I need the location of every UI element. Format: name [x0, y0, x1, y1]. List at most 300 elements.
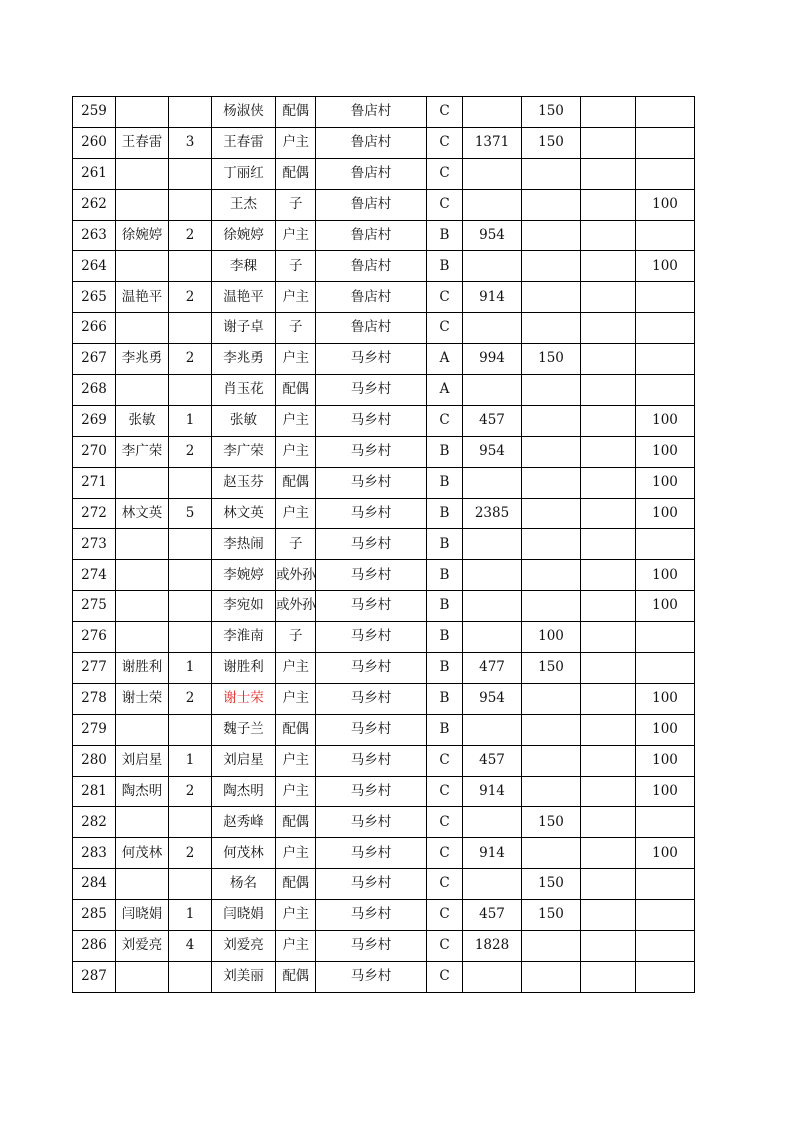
amount1-cell: [463, 591, 522, 622]
row-number-cell: 259: [73, 97, 116, 128]
amount1-cell: 2385: [463, 498, 522, 529]
member-name-cell: 李稞: [212, 251, 276, 282]
amount2-cell: [522, 560, 581, 591]
amount3-cell: [581, 529, 636, 560]
amount4-cell: 100: [636, 591, 695, 622]
level-cell: A: [427, 344, 463, 375]
amount4-cell: 100: [636, 683, 695, 714]
amount1-cell: [463, 313, 522, 344]
household-head-cell: 刘启星: [116, 745, 169, 776]
level-cell: C: [427, 127, 463, 158]
amount1-cell: 457: [463, 405, 522, 436]
member-name-cell: 徐婉婷: [212, 220, 276, 251]
table-row: [73, 807, 695, 838]
amount2-cell: 100: [522, 622, 581, 653]
amount3-cell: [581, 900, 636, 931]
relation-cell: 户主: [276, 745, 316, 776]
amount2-cell: 150: [522, 653, 581, 684]
level-cell: C: [427, 745, 463, 776]
village-cell: 马乡村: [316, 560, 427, 591]
amount2-cell: 150: [522, 900, 581, 931]
relation-cell: 子: [276, 251, 316, 282]
village-cell: 马乡村: [316, 683, 427, 714]
amount2-cell: 150: [522, 344, 581, 375]
village-cell: 鲁店村: [316, 313, 427, 344]
village-cell: 鲁店村: [316, 127, 427, 158]
row-number-cell: 272: [73, 498, 116, 529]
table-row: [73, 838, 695, 869]
member-name-cell: 闫晓娟: [212, 900, 276, 931]
amount1-cell: 954: [463, 220, 522, 251]
household-head-cell: [116, 869, 169, 900]
member-name-cell: 李宛如: [212, 591, 276, 622]
relation-cell: 户主: [276, 683, 316, 714]
household-head-cell: 李广荣: [116, 436, 169, 467]
row-number-cell: 276: [73, 622, 116, 653]
relation-cell: 户主: [276, 838, 316, 869]
household-size-cell: [169, 529, 212, 560]
row-number-cell: 277: [73, 653, 116, 684]
amount2-cell: 150: [522, 807, 581, 838]
table-row: [73, 97, 695, 128]
relation-cell: 或外孙: [276, 591, 316, 622]
amount3-cell: [581, 931, 636, 962]
level-cell: C: [427, 282, 463, 313]
amount4-cell: [636, 313, 695, 344]
household-head-cell: 林文英: [116, 498, 169, 529]
level-cell: C: [427, 313, 463, 344]
household-size-cell: [169, 622, 212, 653]
member-name-cell: 杨名: [212, 869, 276, 900]
row-number-cell: 263: [73, 220, 116, 251]
household-size-cell: 2: [169, 436, 212, 467]
village-cell: 马乡村: [316, 838, 427, 869]
amount3-cell: [581, 776, 636, 807]
amount3-cell: [581, 869, 636, 900]
row-number-cell: 261: [73, 158, 116, 189]
amount2-cell: 150: [522, 127, 581, 158]
amount1-cell: 954: [463, 436, 522, 467]
member-name-cell: 李兆勇: [212, 344, 276, 375]
amount3-cell: [581, 838, 636, 869]
village-cell: 鲁店村: [316, 282, 427, 313]
village-cell: 鲁店村: [316, 189, 427, 220]
level-cell: C: [427, 405, 463, 436]
household-size-cell: [169, 189, 212, 220]
village-cell: 马乡村: [316, 714, 427, 745]
amount4-cell: 100: [636, 436, 695, 467]
amount2-cell: [522, 776, 581, 807]
relation-cell: 户主: [276, 436, 316, 467]
amount3-cell: [581, 961, 636, 992]
amount1-cell: 954: [463, 683, 522, 714]
amount1-cell: 914: [463, 838, 522, 869]
table-row: [73, 344, 695, 375]
household-head-cell: 谢士荣: [116, 683, 169, 714]
amount1-cell: [463, 961, 522, 992]
amount3-cell: [581, 97, 636, 128]
amount2-cell: [522, 313, 581, 344]
amount2-cell: [522, 467, 581, 498]
amount4-cell: [636, 931, 695, 962]
relation-cell: 户主: [276, 900, 316, 931]
amount4-cell: 100: [636, 467, 695, 498]
household-head-cell: [116, 961, 169, 992]
amount2-cell: [522, 745, 581, 776]
amount3-cell: [581, 714, 636, 745]
table-row: [73, 961, 695, 992]
row-number-cell: 280: [73, 745, 116, 776]
row-number-cell: 281: [73, 776, 116, 807]
row-number-cell: 267: [73, 344, 116, 375]
table-row: [73, 714, 695, 745]
amount1-cell: [463, 714, 522, 745]
row-number-cell: 282: [73, 807, 116, 838]
amount1-cell: 457: [463, 900, 522, 931]
amount3-cell: [581, 653, 636, 684]
level-cell: B: [427, 529, 463, 560]
level-cell: B: [427, 591, 463, 622]
relation-cell: 户主: [276, 498, 316, 529]
table-row: [73, 313, 695, 344]
row-number-cell: 275: [73, 591, 116, 622]
relation-cell: 或外孙: [276, 560, 316, 591]
level-cell: C: [427, 189, 463, 220]
relation-cell: 户主: [276, 220, 316, 251]
amount4-cell: 100: [636, 251, 695, 282]
level-cell: B: [427, 683, 463, 714]
amount4-cell: [636, 622, 695, 653]
amount3-cell: [581, 807, 636, 838]
table-row: [73, 158, 695, 189]
relation-cell: 户主: [276, 776, 316, 807]
row-number-cell: 273: [73, 529, 116, 560]
relation-cell: 子: [276, 622, 316, 653]
row-number-cell: 286: [73, 931, 116, 962]
amount3-cell: [581, 251, 636, 282]
household-size-cell: 2: [169, 838, 212, 869]
table-row: [73, 622, 695, 653]
household-size-cell: 4: [169, 931, 212, 962]
row-number-cell: 287: [73, 961, 116, 992]
amount1-cell: 457: [463, 745, 522, 776]
household-head-cell: 李兆勇: [116, 344, 169, 375]
household-size-cell: [169, 467, 212, 498]
amount2-cell: [522, 189, 581, 220]
level-cell: C: [427, 807, 463, 838]
table-row: [73, 560, 695, 591]
relation-cell: 配偶: [276, 869, 316, 900]
household-head-cell: [116, 807, 169, 838]
row-number-cell: 260: [73, 127, 116, 158]
amount2-cell: [522, 158, 581, 189]
table-row: [73, 405, 695, 436]
household-size-cell: 5: [169, 498, 212, 529]
table-row: [73, 282, 695, 313]
relation-cell: 配偶: [276, 158, 316, 189]
household-head-cell: [116, 714, 169, 745]
amount2-cell: [522, 282, 581, 313]
level-cell: C: [427, 776, 463, 807]
table-row: [73, 498, 695, 529]
amount3-cell: [581, 745, 636, 776]
household-size-cell: [169, 961, 212, 992]
table-row: [73, 375, 695, 406]
household-size-cell: 1: [169, 745, 212, 776]
amount3-cell: [581, 683, 636, 714]
household-head-cell: [116, 560, 169, 591]
amount2-cell: [522, 405, 581, 436]
row-number-cell: 265: [73, 282, 116, 313]
household-size-cell: [169, 869, 212, 900]
amount2-cell: 150: [522, 869, 581, 900]
household-head-cell: 陶杰明: [116, 776, 169, 807]
amount3-cell: [581, 313, 636, 344]
amount4-cell: [636, 807, 695, 838]
village-cell: 马乡村: [316, 622, 427, 653]
amount4-cell: [636, 158, 695, 189]
relation-cell: 配偶: [276, 97, 316, 128]
household-size-cell: [169, 313, 212, 344]
level-cell: B: [427, 220, 463, 251]
amount2-cell: [522, 591, 581, 622]
amount4-cell: [636, 97, 695, 128]
amount3-cell: [581, 467, 636, 498]
table-row: [73, 869, 695, 900]
table-row: [73, 653, 695, 684]
level-cell: C: [427, 158, 463, 189]
amount1-cell: [463, 529, 522, 560]
household-head-cell: 张敏: [116, 405, 169, 436]
row-number-cell: 279: [73, 714, 116, 745]
village-cell: 马乡村: [316, 436, 427, 467]
member-name-cell: 李婉婷: [212, 560, 276, 591]
amount4-cell: [636, 344, 695, 375]
village-cell: 鲁店村: [316, 158, 427, 189]
amount3-cell: [581, 405, 636, 436]
amount3-cell: [581, 498, 636, 529]
amount1-cell: [463, 622, 522, 653]
amount4-cell: [636, 900, 695, 931]
row-number-cell: 266: [73, 313, 116, 344]
household-head-cell: 刘爱亮: [116, 931, 169, 962]
member-name-cell: 林文英: [212, 498, 276, 529]
household-size-cell: 2: [169, 344, 212, 375]
household-head-cell: [116, 251, 169, 282]
household-size-cell: 1: [169, 900, 212, 931]
village-cell: 鲁店村: [316, 220, 427, 251]
household-size-cell: [169, 560, 212, 591]
table-row: [73, 436, 695, 467]
amount3-cell: [581, 560, 636, 591]
household-head-cell: 闫晓娟: [116, 900, 169, 931]
amount2-cell: [522, 838, 581, 869]
household-size-cell: 3: [169, 127, 212, 158]
village-cell: 鲁店村: [316, 97, 427, 128]
row-number-cell: 285: [73, 900, 116, 931]
amount4-cell: [636, 127, 695, 158]
row-number-cell: 278: [73, 683, 116, 714]
level-cell: B: [427, 622, 463, 653]
amount2-cell: [522, 931, 581, 962]
table-row: [73, 251, 695, 282]
member-name-cell: 谢士荣: [212, 683, 276, 714]
household-head-cell: [116, 97, 169, 128]
amount2-cell: [522, 683, 581, 714]
household-head-cell: [116, 313, 169, 344]
amount1-cell: 914: [463, 776, 522, 807]
member-name-cell: 李淮南: [212, 622, 276, 653]
amount2-cell: [522, 375, 581, 406]
member-name-cell: 赵秀峰: [212, 807, 276, 838]
village-cell: 鲁店村: [316, 251, 427, 282]
member-name-cell: 肖玉花: [212, 375, 276, 406]
member-name-cell: 魏子兰: [212, 714, 276, 745]
amount4-cell: 100: [636, 498, 695, 529]
table-row: [73, 591, 695, 622]
relation-cell: 配偶: [276, 961, 316, 992]
amount1-cell: [463, 560, 522, 591]
level-cell: C: [427, 838, 463, 869]
amount4-cell: [636, 869, 695, 900]
amount2-cell: [522, 436, 581, 467]
level-cell: C: [427, 869, 463, 900]
relation-cell: 户主: [276, 653, 316, 684]
amount1-cell: [463, 869, 522, 900]
level-cell: B: [427, 467, 463, 498]
amount4-cell: 100: [636, 405, 695, 436]
member-name-cell: 刘爱亮: [212, 931, 276, 962]
level-cell: C: [427, 900, 463, 931]
household-size-cell: [169, 158, 212, 189]
amount1-cell: [463, 189, 522, 220]
amount4-cell: [636, 529, 695, 560]
village-cell: 马乡村: [316, 900, 427, 931]
row-number-cell: 271: [73, 467, 116, 498]
member-name-cell: 丁丽红: [212, 158, 276, 189]
amount2-cell: [522, 961, 581, 992]
household-head-cell: [116, 467, 169, 498]
household-head-cell: [116, 622, 169, 653]
village-cell: 马乡村: [316, 405, 427, 436]
amount1-cell: [463, 251, 522, 282]
amount4-cell: [636, 375, 695, 406]
member-name-cell: 王春雷: [212, 127, 276, 158]
amount2-cell: 150: [522, 97, 581, 128]
row-number-cell: 284: [73, 869, 116, 900]
household-table: [72, 96, 695, 993]
household-size-cell: [169, 375, 212, 406]
household-head-cell: [116, 529, 169, 560]
amount4-cell: 100: [636, 776, 695, 807]
amount4-cell: [636, 220, 695, 251]
amount3-cell: [581, 344, 636, 375]
amount4-cell: [636, 653, 695, 684]
amount4-cell: 100: [636, 714, 695, 745]
member-name-cell: 李广荣: [212, 436, 276, 467]
level-cell: A: [427, 375, 463, 406]
amount4-cell: 100: [636, 560, 695, 591]
household-head-cell: 徐婉婷: [116, 220, 169, 251]
member-name-cell: 赵玉芬: [212, 467, 276, 498]
member-name-cell: 温艳平: [212, 282, 276, 313]
member-name-cell: 陶杰明: [212, 776, 276, 807]
household-size-cell: 2: [169, 220, 212, 251]
table-row: [73, 529, 695, 560]
village-cell: 马乡村: [316, 745, 427, 776]
amount3-cell: [581, 158, 636, 189]
village-cell: 马乡村: [316, 467, 427, 498]
household-head-cell: 温艳平: [116, 282, 169, 313]
member-name-cell: 刘启星: [212, 745, 276, 776]
amount3-cell: [581, 282, 636, 313]
row-number-cell: 262: [73, 189, 116, 220]
amount1-cell: [463, 375, 522, 406]
amount3-cell: [581, 127, 636, 158]
amount4-cell: 100: [636, 189, 695, 220]
table-row: [73, 683, 695, 714]
table-row: [73, 127, 695, 158]
household-head-cell: [116, 591, 169, 622]
level-cell: C: [427, 97, 463, 128]
amount1-cell: [463, 97, 522, 128]
household-head-cell: 王春雷: [116, 127, 169, 158]
village-cell: 马乡村: [316, 344, 427, 375]
amount1-cell: [463, 158, 522, 189]
household-head-cell: 谢胜利: [116, 653, 169, 684]
household-head-cell: [116, 158, 169, 189]
household-size-cell: [169, 251, 212, 282]
member-name-cell: 何茂林: [212, 838, 276, 869]
amount2-cell: [522, 251, 581, 282]
relation-cell: 户主: [276, 931, 316, 962]
row-number-cell: 269: [73, 405, 116, 436]
amount4-cell: [636, 282, 695, 313]
amount2-cell: [522, 220, 581, 251]
household-head-cell: [116, 375, 169, 406]
table-body: [73, 97, 695, 993]
household-size-cell: [169, 591, 212, 622]
village-cell: 马乡村: [316, 776, 427, 807]
household-head-cell: [116, 189, 169, 220]
level-cell: B: [427, 498, 463, 529]
amount2-cell: [522, 498, 581, 529]
level-cell: B: [427, 251, 463, 282]
table-row: [73, 931, 695, 962]
level-cell: B: [427, 714, 463, 745]
village-cell: 马乡村: [316, 375, 427, 406]
village-cell: 马乡村: [316, 653, 427, 684]
village-cell: 马乡村: [316, 869, 427, 900]
village-cell: 马乡村: [316, 961, 427, 992]
household-size-cell: 1: [169, 405, 212, 436]
household-size-cell: 1: [169, 653, 212, 684]
relation-cell: 子: [276, 529, 316, 560]
amount3-cell: [581, 375, 636, 406]
row-number-cell: 283: [73, 838, 116, 869]
household-size-cell: [169, 714, 212, 745]
village-cell: 马乡村: [316, 498, 427, 529]
amount1-cell: [463, 807, 522, 838]
amount1-cell: 994: [463, 344, 522, 375]
row-number-cell: 270: [73, 436, 116, 467]
relation-cell: 子: [276, 313, 316, 344]
row-number-cell: 264: [73, 251, 116, 282]
amount4-cell: [636, 961, 695, 992]
amount1-cell: [463, 467, 522, 498]
table-row: [73, 745, 695, 776]
table-row: [73, 220, 695, 251]
